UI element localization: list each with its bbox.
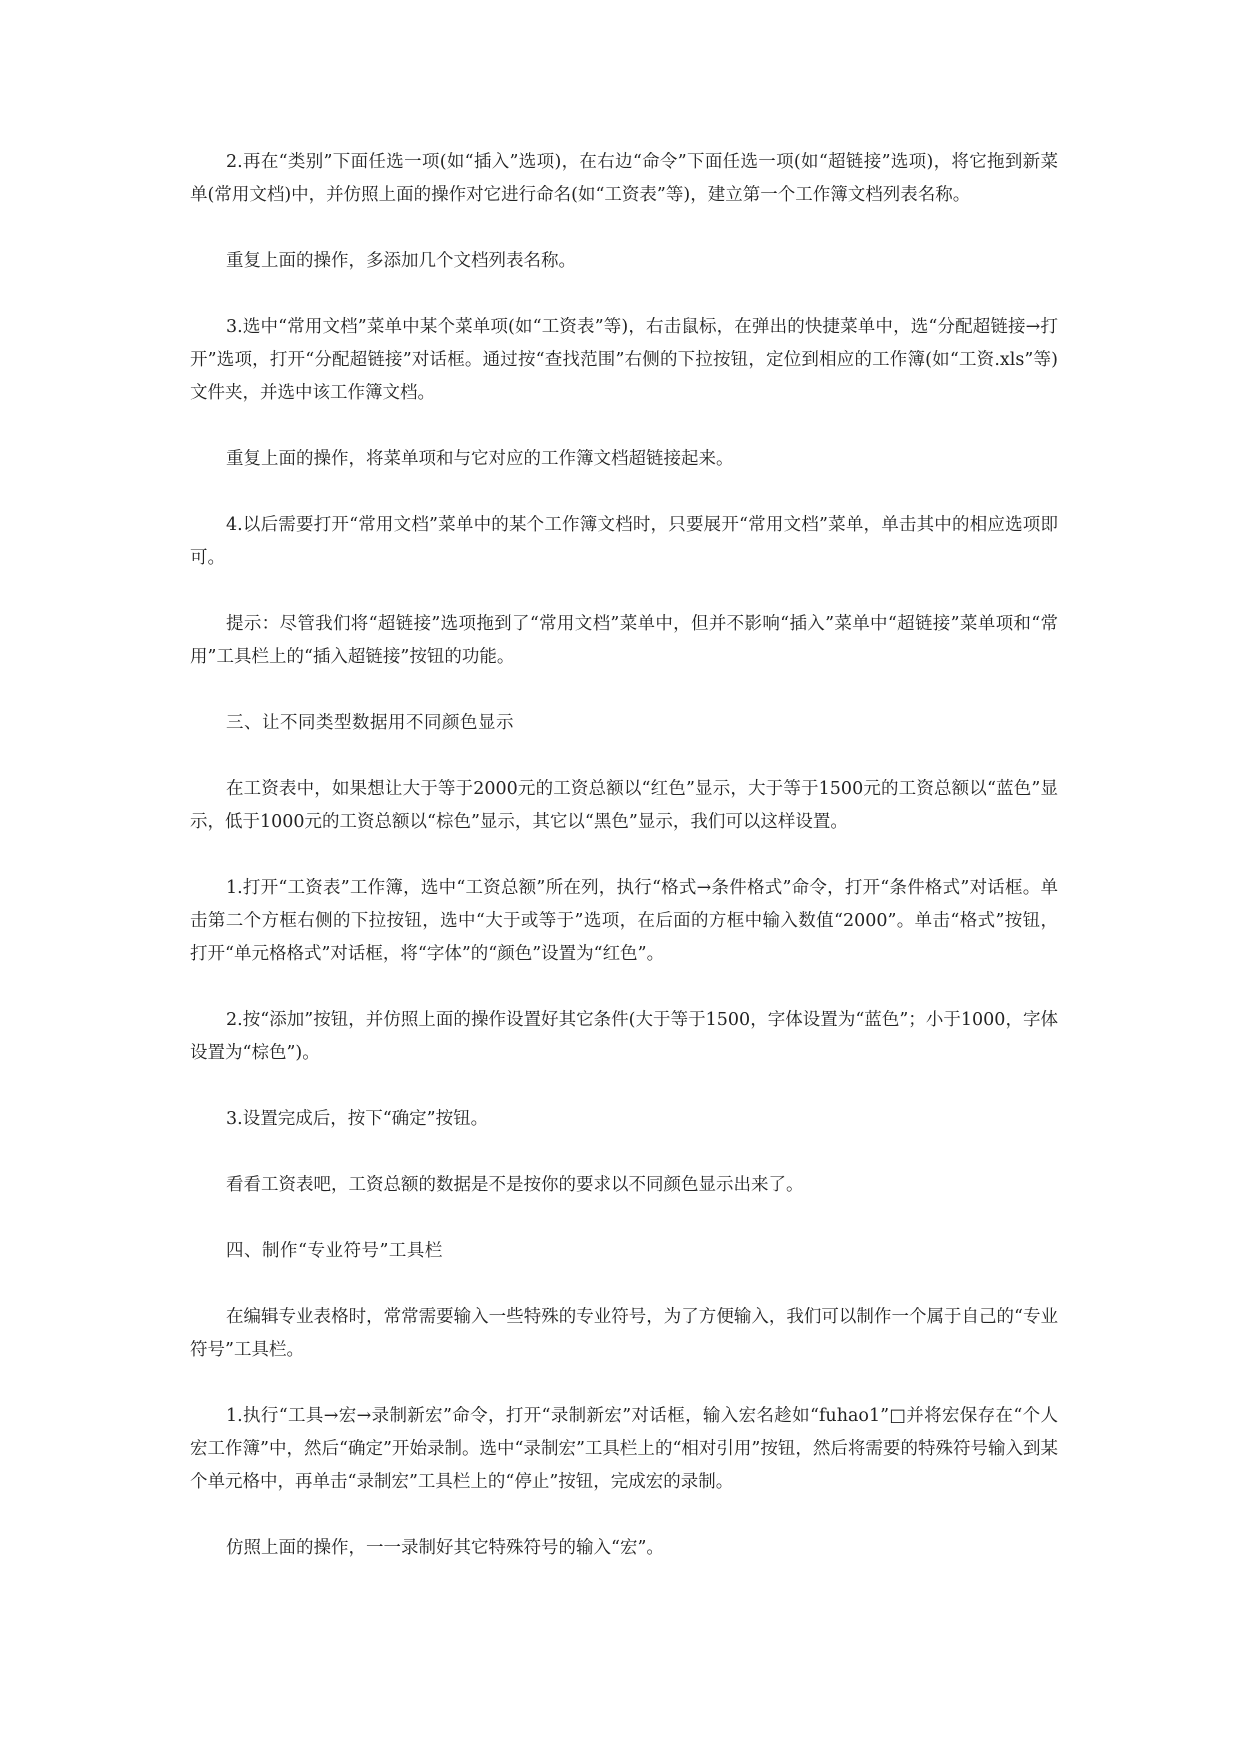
paragraph-step-3-assign-hyperlink: 3.选中“常用文档”菜单中某个菜单项(如“工资表”等)，右击鼠标，在弹出的快捷菜单中，选“分配超链接→打开”选项，打开“分配超链接”对话框。通过按“查找范围”右侧的下拉按钮，定位到相应的工作簿(如“工资.xls”等)文件夹，并选中该工作簿文档。 bbox=[190, 317, 1058, 403]
paragraph-tip: 提示：尽管我们将“超链接”选项拖到了“常用文档”菜单中，但并不影响“插入”菜单中“超链接”菜单项和“常用”工具栏上的“插入超链接”按钮的功能。 bbox=[190, 614, 1058, 667]
paragraph-step-3-confirm: 3.设置完成后，按下“确定”按钮。 bbox=[226, 1109, 489, 1129]
paragraph-step-1-record-macro: 1.执行“工具→宏→录制新宏”命令，打开“录制新宏”对话框，输入宏名趁如“fuhao1”□并将宏保存在“个人宏工作簿”中，然后“确定”开始录制。选中“录制宏”工具栏上的“相对引用”按钮，然后将需要的特殊符号输入到某个单元格中，再单击“录制宏”工具栏上的“停止”按钮，完成宏的录制。 bbox=[190, 1406, 1058, 1492]
paragraph-step-2-new-menu: 2.再在“类别”下面任选一项(如“插入”选项)，在右边“命令”下面任选一项(如“超链接”选项)，将它拖到新菜单(常用文档)中，并仿照上面的操作对它进行命名(如“工资表”等)，建立第一个工作簿文档列表名称。 bbox=[190, 152, 1058, 205]
paragraph-step-1-conditional-format: 1.打开“工资表”工作簿，选中“工资总额”所在列，执行“格式→条件格式”命令，打开“条件格式”对话框。单击第二个方框右侧的下拉按钮，选中“大于或等于”选项，在后面的方框中输入数值“2000”。单击“格式”按钮，打开“单元格格式”对话框，将“字体”的“颜色”设置为“红色”。 bbox=[190, 878, 1058, 964]
paragraph-repeat-link-items: 重复上面的操作，将菜单项和与它对应的工作簿文档超链接起来。 bbox=[226, 449, 734, 469]
document-page bbox=[190, 146, 1058, 1598]
section-heading-4: 四、制作“专业符号”工具栏 bbox=[226, 1241, 443, 1261]
paragraph-step-2-add-conditions: 2.按“添加”按钮，并仿照上面的操作设置好其它条件(大于等于1500，字体设置为“蓝色”；小于1000，字体设置为“棕色”)。 bbox=[190, 1010, 1058, 1063]
paragraph-repeat-add-names: 重复上面的操作，多添加几个文档列表名称。 bbox=[226, 251, 576, 271]
paragraph-check-result: 看看工资表吧，工资总额的数据是不是按你的要求以不同颜色显示出来了。 bbox=[226, 1175, 804, 1195]
paragraph-step-4-open-document: 4.以后需要打开“常用文档”菜单中的某个工作簿文档时，只要展开“常用文档”菜单，单击其中的相应选项即可。 bbox=[190, 515, 1058, 568]
paragraph-toolbar-intro: 在编辑专业表格时，常常需要输入一些特殊的专业符号，为了方便输入，我们可以制作一个属于自己的“专业符号”工具栏。 bbox=[190, 1307, 1058, 1360]
paragraph-salary-intro: 在工资表中，如果想让大于等于2000元的工资总额以“红色”显示，大于等于1500元的工资总额以“蓝色”显示，低于1000元的工资总额以“棕色”显示，其它以“黑色”显示，我们可以这样设置。 bbox=[190, 779, 1058, 832]
section-heading-3: 三、让不同类型数据用不同颜色显示 bbox=[226, 713, 514, 733]
paragraph-repeat-macros: 仿照上面的操作，一一录制好其它特殊符号的输入“宏”。 bbox=[226, 1538, 664, 1558]
